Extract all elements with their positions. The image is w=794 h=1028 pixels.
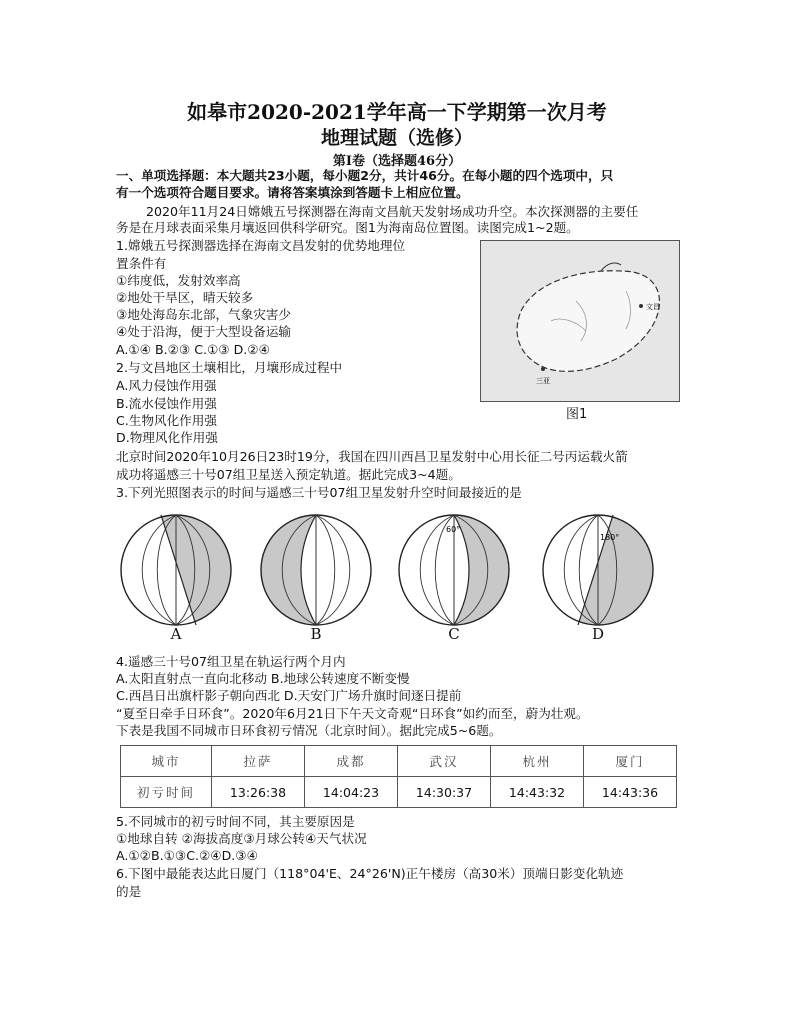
- table-header-cell: 厦门: [584, 746, 677, 777]
- instructions-line-1: 一、单项选择题：本大题共23小题，每小题2分，共计46分。在每小题的四个选项中，只: [116, 168, 614, 183]
- intro3-line-1: “夏至日牵手日环食”。2020年6月21日下午天文奇观“日环食”如约而至，蔚为壮观。: [116, 706, 589, 721]
- table-cell: 14:43:36: [584, 777, 677, 808]
- q1-option-4: ④处于沿海，便于大型设备运输: [116, 324, 292, 339]
- q4-stem: 4.遥感三十号07组卫星在轨运行两个月内: [116, 654, 346, 669]
- figure1-caption: 图1: [566, 407, 588, 422]
- q2-option-d: D.物理风化作用强: [116, 430, 218, 445]
- page-subtitle: 地理试题（选修）: [320, 127, 473, 149]
- globe-b-label: B: [310, 625, 322, 643]
- q1-option-1: ①纬度低，发射效率高: [116, 273, 241, 288]
- table-cell: 13:26:38: [212, 777, 305, 808]
- table-row: [121, 746, 677, 777]
- q6-stem-1: 6.下图中最能表达此日厦门（118°04'E、24°26'N)正午楼房（高30米）顶端日影变化轨迹: [116, 866, 624, 881]
- table-header-cell: 成都: [305, 746, 398, 777]
- table-cell: 14:30:37: [398, 777, 491, 808]
- q6-stem-2: 的是: [116, 884, 142, 899]
- globe-a-svg: [116, 510, 236, 630]
- q4-options-2: C.西昌日出旗杆影子朝向西北 D.天安门广场升旗时间逐日提前: [116, 688, 462, 703]
- q1-option-3: ③地处海岛东北部，气象灾害少: [116, 307, 292, 322]
- table-header-cell: 杭州: [491, 746, 584, 777]
- globe-d-label: D: [591, 625, 605, 643]
- intro3-line-2: 下表是我国不同城市日环食初亏情况（北京时间）。据此完成5~6题。: [116, 723, 502, 738]
- globe-a-label: A: [170, 625, 182, 643]
- q2-option-c: C.生物风化作用强: [116, 413, 217, 428]
- globe-d-mark: 180°: [600, 533, 620, 542]
- table-cell: 14:43:32: [491, 777, 584, 808]
- table-header-cell: 武汉: [398, 746, 491, 777]
- section-heading: 第Ⅰ卷（选择题46分）: [332, 154, 462, 169]
- q2-stem: 2.与文昌地区土壤相比，月壤形成过程中: [116, 360, 343, 375]
- q4-options-1: A.太阳直射点一直向北移动 B.地球公转速度不断变慢: [116, 671, 410, 686]
- map-label-wenchang: 文昌: [646, 303, 660, 311]
- intro2-line-2: 成功将遥感三十号07组卫星送入预定轨道。据此完成3~4题。: [116, 467, 461, 482]
- q1-option-2: ②地处干旱区，晴天较多: [116, 290, 254, 305]
- globe-b-svg: [256, 510, 376, 630]
- page-title: 如皋市2020-2021学年高一下学期第一次月考: [187, 100, 607, 124]
- eclipse-table: [120, 745, 677, 808]
- hainan-map-figure: [480, 240, 680, 402]
- intro1-line-1: 2020年11月24日嫦娥五号探测器在海南文昌航天发射场成功升空。本次探测器的主要任: [146, 204, 639, 219]
- hainan-map-svg: [481, 241, 679, 401]
- globe-c-label: C: [448, 625, 460, 643]
- table-row-label: 初亏时间: [121, 777, 212, 808]
- q1-stem-2: 置条件有: [116, 256, 167, 271]
- globe-c-svg: [394, 510, 514, 630]
- globe-c-mark: 60°: [446, 525, 461, 534]
- table-header-cell: 城市: [121, 746, 212, 777]
- intro1-line-2: 务是在月球表面采集月壤返回供科学研究。图1为海南岛位置图。读图完成1~2题。: [116, 220, 579, 235]
- q1-choices: A.①④ B.②③ C.①③ D.②④: [116, 342, 270, 357]
- instructions-line-2: 有一个选项符合题目要求。请将答案填涂到答题卡上相应位置。: [116, 185, 469, 200]
- q5-stem: 5.不同城市的初亏时间不同，其主要原因是: [116, 814, 355, 829]
- table-cell: 14:04:23: [305, 777, 398, 808]
- q5-options: ①地球自转 ②海拔高度③月球公转④天气状况: [116, 831, 367, 846]
- q1-stem-1: 1.嫦娥五号探测器选择在海南文昌发射的优势地理位: [116, 238, 406, 253]
- q2-option-b: B.流水侵蚀作用强: [116, 396, 217, 411]
- intro2-line-1: 北京时间2020年10月26日23时19分，我国在四川西昌卫星发射中心用长征二号丙运载火箭: [116, 449, 628, 464]
- q5-choices: A.①②B.①③C.②④D.③④: [116, 848, 258, 863]
- q2-option-a: A.风力侵蚀作用强: [116, 378, 217, 393]
- table-header-cell: 拉萨: [212, 746, 305, 777]
- map-label-sanya: 三亚: [536, 377, 550, 385]
- q3-stem: 3.下列光照图表示的时间与遥感三十号07组卫星发射升空时间最接近的是: [116, 485, 522, 500]
- globe-d-svg: [538, 510, 658, 630]
- table-row: [121, 777, 677, 808]
